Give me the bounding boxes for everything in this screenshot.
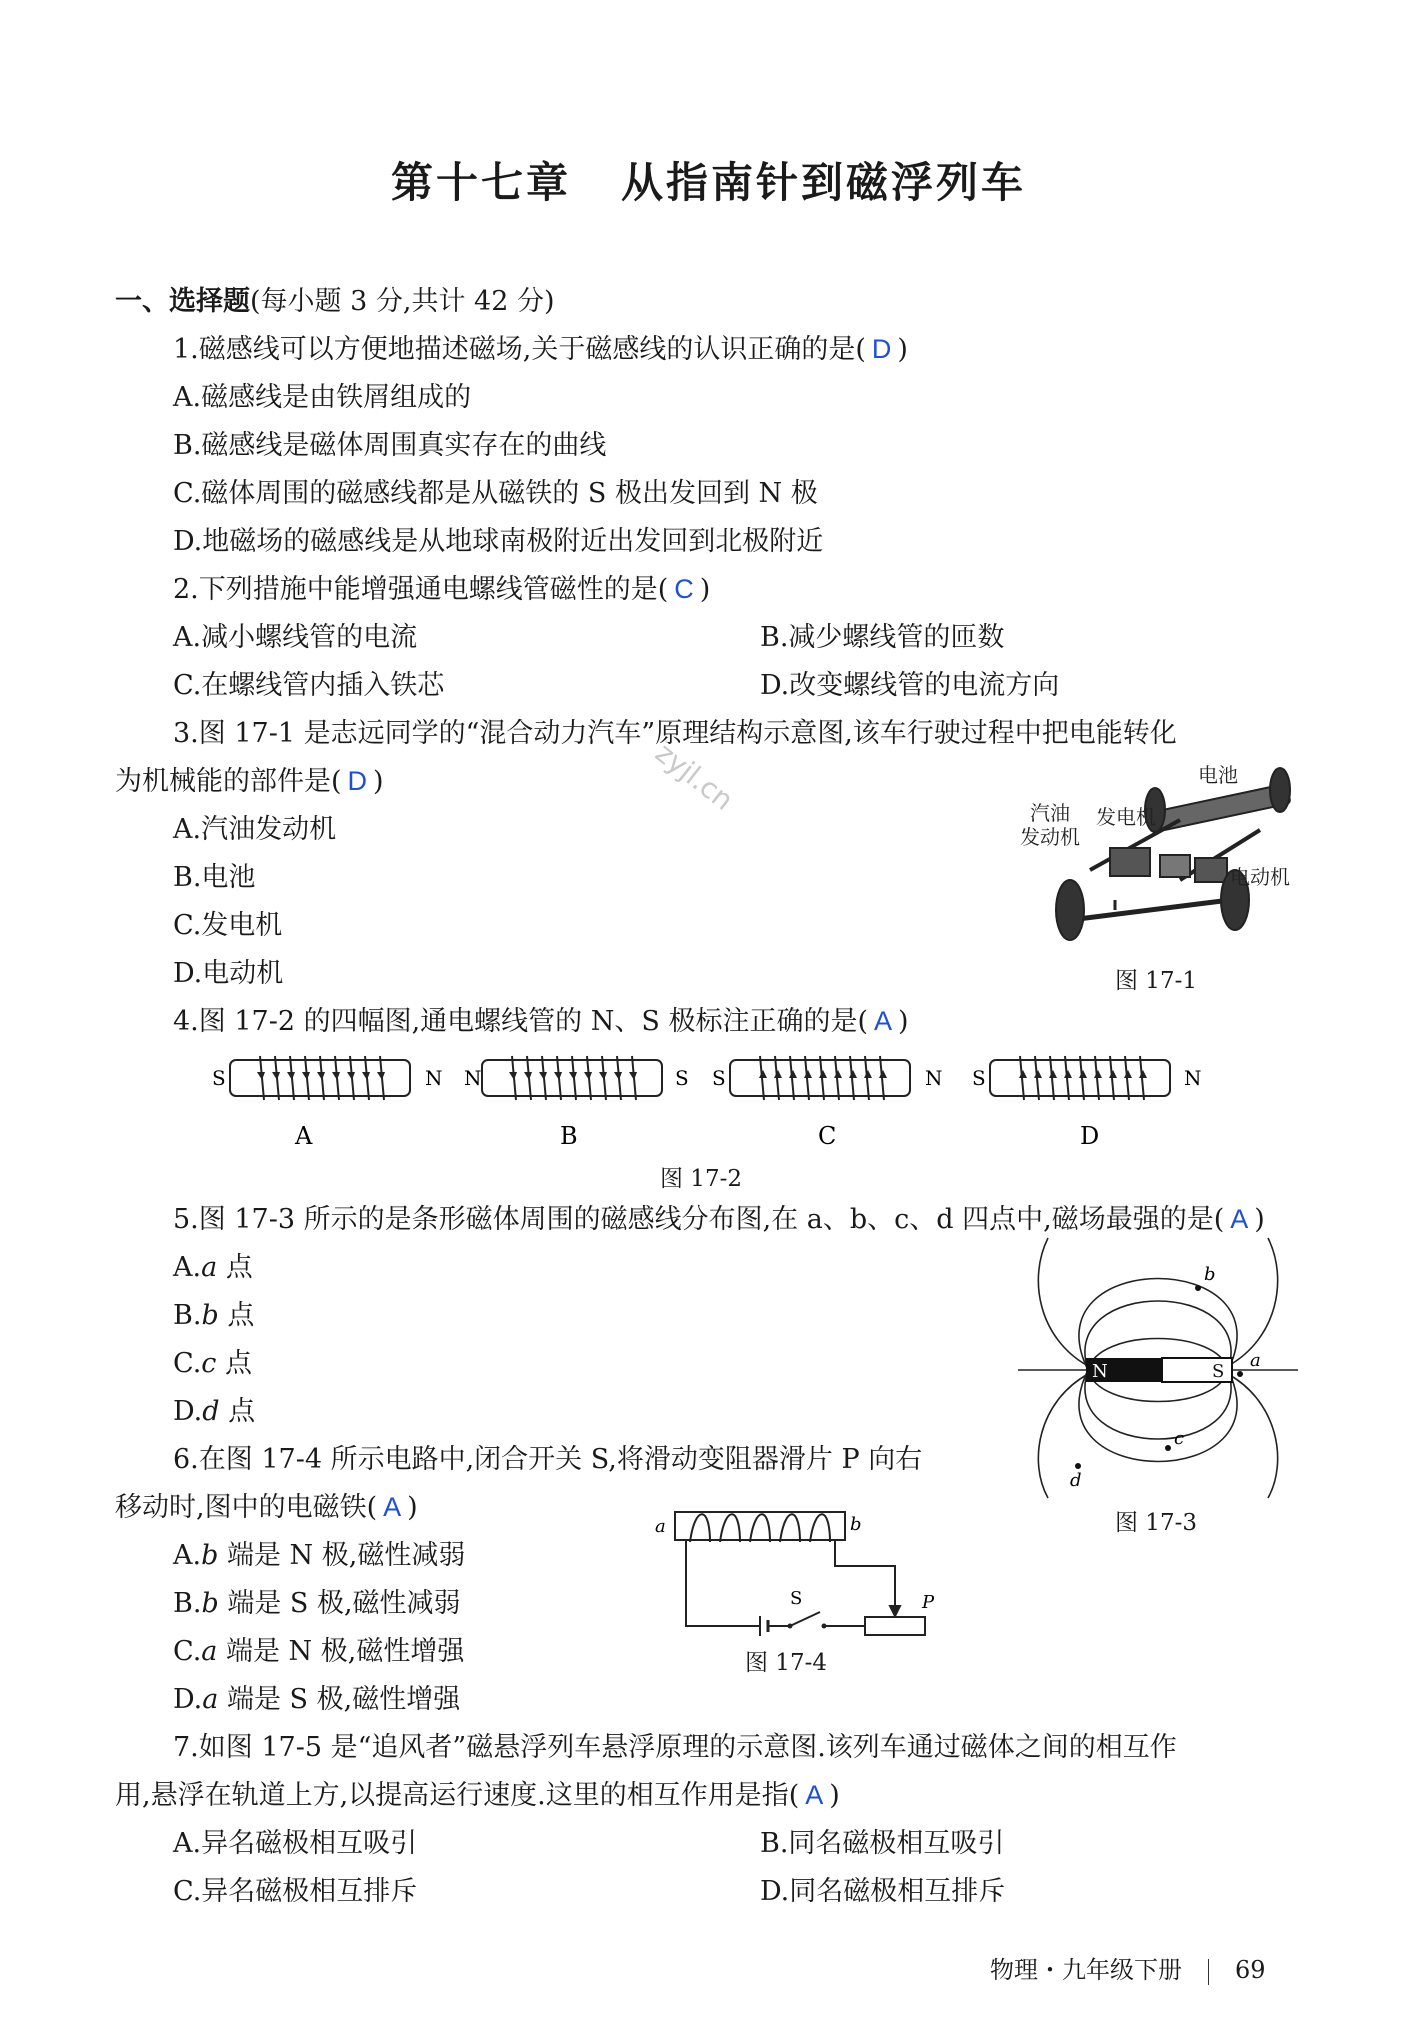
point-b: b: [1204, 1264, 1216, 1285]
question-6: 6.在图 17-4 所示电路中,闭合开关 S,将滑动变阻器滑片 P 向右: [173, 1444, 923, 1475]
label-generator: 发电机: [1096, 805, 1156, 829]
pole-left: N: [464, 1066, 482, 1090]
pole-n: N: [1092, 1361, 1108, 1382]
pole-s: S: [1212, 1361, 1225, 1382]
point-a: a: [1250, 1350, 1261, 1371]
pole-right: N: [425, 1066, 443, 1090]
solenoid-body: [230, 1056, 410, 1100]
figure-17-2-solenoids: [200, 1048, 1220, 1158]
option: A.减小螺线管的电流: [173, 622, 418, 653]
figure-caption: 图 17-1: [1115, 968, 1197, 994]
point-c: c: [1174, 1428, 1185, 1449]
solenoid-body: [990, 1056, 1170, 1100]
coil-d: [972, 1066, 1202, 1150]
option: B.b 点: [173, 1300, 255, 1331]
page-footer: [990, 1950, 1266, 1985]
option: C.a 端是 N 极,磁性增强: [173, 1636, 465, 1667]
coil-a: [212, 1066, 443, 1150]
figure-caption: 图 17-3: [1115, 1510, 1197, 1536]
label-engine: 汽油: [1030, 801, 1070, 825]
pole-left: S: [212, 1066, 226, 1090]
figure-17-4-circuit: [650, 1500, 950, 1650]
option: A.异名磁极相互吸引: [173, 1828, 418, 1859]
option: B.磁感线是磁体周围真实存在的曲线: [173, 430, 607, 461]
answer-6: A: [383, 1492, 402, 1522]
coil-b: [464, 1066, 689, 1150]
option: C.c 点: [173, 1348, 252, 1379]
option: A.磁感线是由铁屑组成的: [173, 382, 472, 413]
pole-right: N: [1184, 1066, 1202, 1090]
label-a: a: [655, 1516, 666, 1537]
answer-7: A: [805, 1780, 824, 1810]
option: C.磁体周围的磁感线都是从磁铁的 S 极出发回到 N 极: [173, 478, 818, 509]
figure-caption: 图 17-4: [745, 1650, 827, 1676]
coil-letter: C: [818, 1122, 837, 1150]
option: D.同名磁极相互排斥: [760, 1876, 1006, 1907]
answer-3: D: [347, 766, 368, 796]
option: C.发电机: [173, 910, 283, 941]
figure-17-1-hybrid-car: [1020, 760, 1300, 950]
label-b: b: [850, 1514, 862, 1535]
pole-right: N: [925, 1066, 943, 1090]
option: D.电动机: [173, 958, 284, 989]
option: B.同名磁极相互吸引: [760, 1828, 1005, 1859]
question-6-cont: 移动时,图中的电磁铁( A ): [115, 1492, 418, 1523]
pole-left: S: [972, 1066, 986, 1090]
label-motor: 电动机: [1230, 865, 1290, 889]
option: B.电池: [173, 862, 256, 893]
point-d: d: [1070, 1470, 1082, 1491]
option: C.异名磁极相互排斥: [173, 1876, 418, 1907]
watermark: zyjl.cn: [649, 736, 740, 817]
label-engine-2: 发动机: [1020, 825, 1080, 849]
answer-5: A: [1230, 1204, 1249, 1234]
option: A.a 点: [173, 1252, 253, 1283]
question-7-cont: 用,悬浮在轨道上方,以提高运行速度.这里的相互作用是指( A ): [115, 1780, 840, 1811]
coil-letter: B: [560, 1122, 578, 1150]
figure-caption: 图 17-2: [660, 1166, 742, 1192]
figure-17-3-magnetic-field: [1018, 1238, 1298, 1498]
option: D.d 点: [173, 1396, 256, 1427]
coil-c: [712, 1066, 943, 1150]
question-5: 5.图 17-3 所示的是条形磁体周围的磁感线分布图,在 a、b、c、d 四点中,磁场最强的是( A ): [173, 1204, 1265, 1235]
label-switch: S: [790, 1588, 803, 1609]
coil-letter: D: [1080, 1122, 1100, 1150]
solenoid-body: [482, 1056, 662, 1100]
question-4: 4.图 17-2 的四幅图,通电螺线管的 N、S 极标注正确的是( A ): [173, 1006, 909, 1037]
option: D.地磁场的磁感线是从地球南极附近出发回到北极附近: [173, 526, 824, 557]
coil-letter: A: [295, 1122, 313, 1150]
option: D.a 端是 S 极,磁性增强: [173, 1684, 461, 1715]
option: B.b 端是 S 极,磁性减弱: [173, 1588, 461, 1619]
answer-2: C: [674, 574, 694, 604]
option: B.减少螺线管的匝数: [760, 622, 1005, 653]
option: D.改变螺线管的电流方向: [760, 670, 1060, 701]
question-7: 7.如图 17-5 是“追风者”磁悬浮列车悬浮原理的示意图.该列车通过磁体之间的相互作: [173, 1732, 1177, 1763]
option: C.在螺线管内插入铁芯: [173, 670, 445, 701]
option: A.b 端是 N 极,磁性减弱: [173, 1540, 466, 1571]
option: A.汽油发动机: [173, 814, 337, 845]
question-3-cont: 为机械能的部件是( D ): [115, 766, 384, 797]
question-1: 1.磁感线可以方便地描述磁场,关于磁感线的认识正确的是( D ): [173, 334, 908, 365]
page-number: 69: [1235, 1956, 1266, 1984]
pole-left: S: [712, 1066, 726, 1090]
page-title: 第十七章 从指南针到磁浮列车: [390, 158, 1027, 207]
section-heading: 一、选择题(每小题 3 分,共计 42 分): [115, 286, 555, 317]
question-2: 2.下列措施中能增强通电螺线管磁性的是( C ): [173, 574, 711, 605]
question-3: 3.图 17-1 是志远同学的“混合动力汽车”原理结构示意图,该车行驶过程中把电能转化: [173, 718, 1177, 749]
pole-right: S: [675, 1066, 689, 1090]
label-battery: 电池: [1198, 763, 1238, 787]
answer-4: A: [874, 1006, 893, 1036]
label-p: P: [922, 1592, 935, 1613]
book-name: 物理・九年级下册: [990, 1956, 1182, 1984]
solenoid-body: [730, 1056, 910, 1100]
answer-1: D: [871, 334, 892, 364]
